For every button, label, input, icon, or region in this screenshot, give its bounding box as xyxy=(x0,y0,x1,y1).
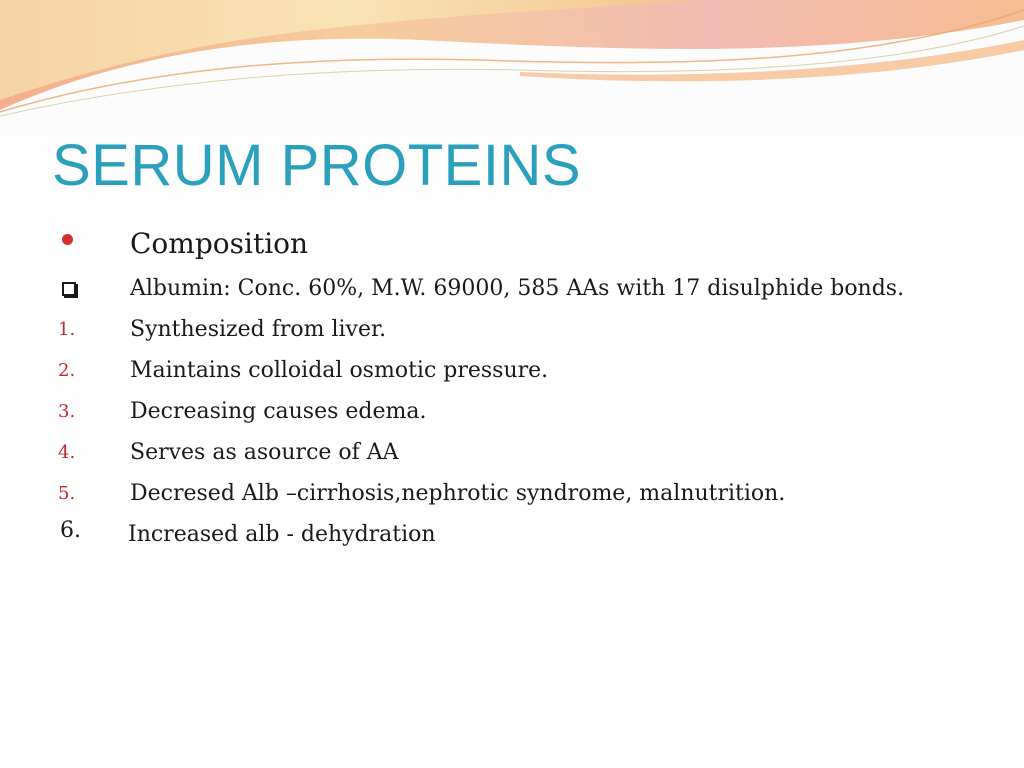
item-text: Decreasing causes edema. xyxy=(130,399,427,424)
heading-text: Composition xyxy=(130,227,309,260)
numbered-item xyxy=(58,354,958,388)
numbered-item xyxy=(58,313,958,347)
slide-body xyxy=(58,222,958,552)
item-text: Increased alb - dehydration xyxy=(128,522,436,547)
heading-bullet-item xyxy=(58,222,958,266)
item-number: 3. xyxy=(58,401,76,422)
checkbox-bullet-item xyxy=(58,272,958,306)
item-text: Decresed Alb –cirrhosis,nephrotic syndrome, malnutrition. xyxy=(130,481,786,506)
item-number: 2. xyxy=(58,360,76,381)
numbered-item xyxy=(58,395,958,429)
numbered-item xyxy=(58,477,958,511)
item-number: 4. xyxy=(58,442,76,463)
albumin-text: Albumin: Conc. 60%, M.W. 69000, 585 AAs with 17 disulphide bonds. xyxy=(130,276,905,301)
decorative-wave-banner xyxy=(0,0,1024,130)
slide-title: SERUM PROTEINS xyxy=(52,133,582,198)
numbered-item xyxy=(58,436,958,470)
filled-circle-icon xyxy=(58,229,73,250)
item-text: Serves as asource of AA xyxy=(130,440,399,465)
item-number: 1. xyxy=(58,319,76,340)
hollow-square-icon xyxy=(58,280,76,301)
item-text: Synthesized from liver. xyxy=(130,317,387,342)
item-number: 6. xyxy=(60,518,81,543)
item-number: 5. xyxy=(58,483,76,504)
plain-numbered-item xyxy=(58,518,958,552)
item-text: Maintains colloidal osmotic pressure. xyxy=(130,358,549,383)
